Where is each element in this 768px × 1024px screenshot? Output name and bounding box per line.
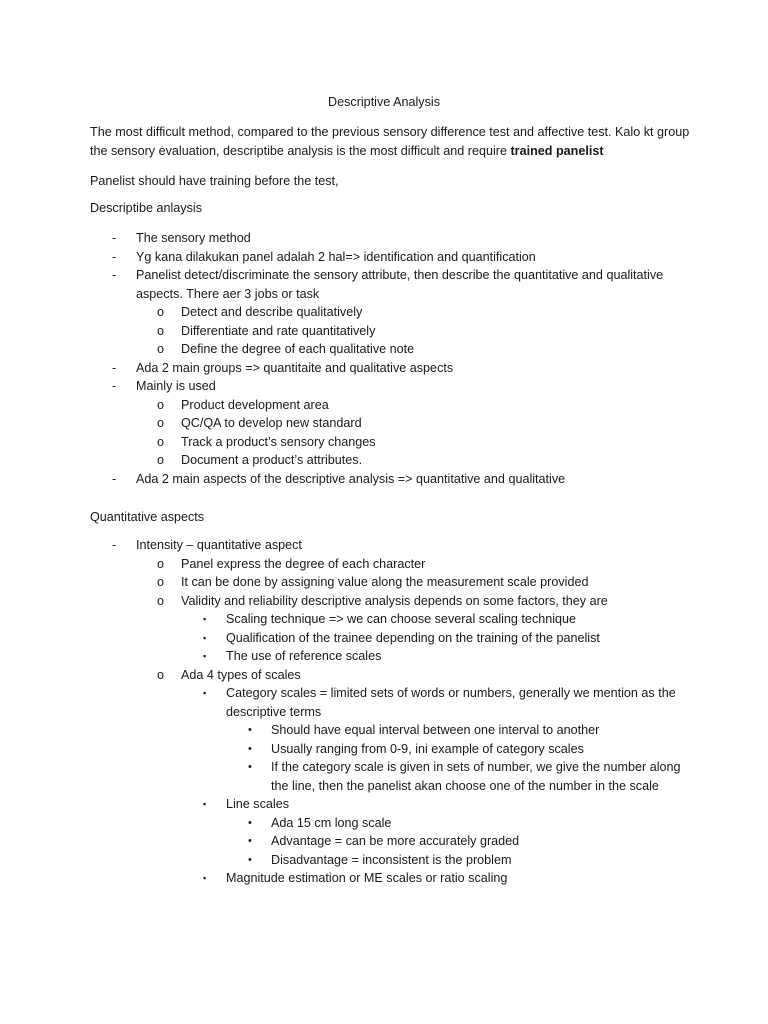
square-marker: ▪ <box>203 632 207 643</box>
circle-marker: o <box>157 667 165 682</box>
circle-marker: o <box>157 453 165 467</box>
intro-text: The most difficult method, compared to the previous sensory difference test and affective test. Kalo kt group the sensory evaluation, descriptibe analysis is the most difficult and require <box>90 125 690 158</box>
dot-marker: • <box>248 853 252 866</box>
list-item: - Mainly is used <box>90 377 690 396</box>
list-item: • If the category scale is given in sets of number, we give the number along the line, then the panelist akan choose one of the number in the scale <box>248 760 681 793</box>
quantitative-heading: Quantitative aspects <box>90 510 205 524</box>
list-item: • Ada 15 cm long scale <box>90 814 690 833</box>
list-item: - Intensity – quantitative aspect <box>90 536 690 555</box>
dot-marker: • <box>248 761 252 773</box>
square-marker: ▪ <box>203 614 207 624</box>
dot-marker: • <box>248 742 252 755</box>
circle-marker: o <box>157 434 165 449</box>
circle-marker: o <box>157 342 165 356</box>
circle-marker: o <box>157 416 165 430</box>
list-item: ▪ Qualification of the trainee depending on the training of the panelist <box>90 629 690 648</box>
list-item: o Ada 4 types of scales <box>90 666 690 685</box>
list-item: • Usually ranging from 0-9, ini example of category scales <box>90 740 690 759</box>
list-item: o Document a product’s attributes. <box>90 451 690 470</box>
list-item: o Detect and describe qualitatively <box>90 303 690 322</box>
dash-marker: - <box>112 471 117 486</box>
list-item: • Advantage = can be more accurately graded <box>90 832 690 851</box>
dash-marker: - <box>112 231 117 245</box>
square-marker: ▪ <box>203 799 207 809</box>
circle-marker: o <box>157 305 165 319</box>
square-marker: ▪ <box>203 651 207 661</box>
circle-marker: o <box>157 593 165 608</box>
list-item: ▪ Line scales <box>90 795 690 814</box>
list-item: - Yg kana dilakukan panel adalah 2 hal=> identification and quantification <box>90 248 690 267</box>
dash-marker: - <box>112 379 117 393</box>
circle-marker: o <box>157 323 165 338</box>
square-marker: ▪ <box>203 688 207 698</box>
dot-marker: • <box>248 816 252 829</box>
list-item: o Product development area <box>90 396 690 415</box>
dash-marker: - <box>112 249 117 264</box>
dot-marker: • <box>248 724 252 736</box>
quantitative-list <box>90 536 690 888</box>
descriptive-heading: Descriptibe anlaysis <box>90 201 202 215</box>
circle-marker: o <box>157 575 165 589</box>
list-item: - Panelist detect/discriminate the sensory attribute, then describe the quantitative and qualitative aspects. There aer 3 jobs or task <box>112 268 664 301</box>
dash-marker: - <box>112 360 117 375</box>
intro-paragraph <box>90 123 690 160</box>
list-item: o Track a product’s sensory changes <box>90 433 690 452</box>
dash-marker: - <box>112 538 117 552</box>
square-marker: ▪ <box>203 873 207 883</box>
list-item: - Ada 2 main aspects of the descriptive analysis => quantitative and qualitative <box>90 470 690 489</box>
training-note: Panelist should have training before the test, <box>90 174 339 188</box>
list-item: - Ada 2 main groups => quantitaite and qualitative aspects <box>90 359 690 378</box>
intro-bold-text: trained panelist <box>510 143 604 158</box>
list-item: ▪ The use of reference scales <box>90 647 690 666</box>
list-item: o Panel express the degree of each character <box>90 555 690 574</box>
list-item: o Differentiate and rate quantitatively <box>90 322 690 341</box>
dot-marker: • <box>248 835 252 847</box>
dash-marker: - <box>112 268 117 282</box>
circle-marker: o <box>157 556 165 571</box>
document-title: Descriptive Analysis <box>328 95 440 109</box>
list-item: ▪ Category scales = limited sets of words or numbers, generally we mention as the descriptive terms <box>203 686 676 719</box>
descriptive-list <box>90 229 690 488</box>
list-item: o Validity and reliability descriptive analysis depends on some factors, they are <box>90 592 690 611</box>
list-item: o Define the degree of each qualitative note <box>90 340 690 359</box>
list-item: - The sensory method <box>90 229 690 248</box>
circle-marker: o <box>157 397 165 412</box>
list-item: • Disadvantage = inconsistent is the problem <box>90 851 690 870</box>
list-item: • Should have equal interval between one interval to another <box>90 721 690 740</box>
list-item: o QC/QA to develop new standard <box>90 414 690 433</box>
list-item: o It can be done by assigning value along the measurement scale provided <box>90 573 690 592</box>
list-item: ▪ Magnitude estimation or ME scales or ratio scaling <box>90 869 690 888</box>
list-item: ▪ Scaling technique => we can choose several scaling technique <box>90 610 690 629</box>
